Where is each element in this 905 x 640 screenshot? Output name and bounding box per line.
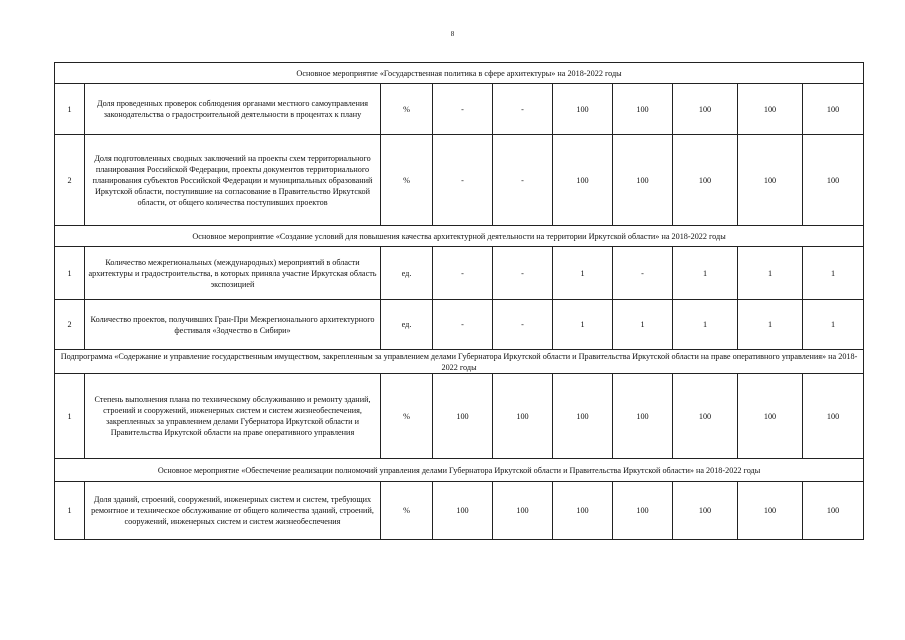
section-heading-row xyxy=(55,63,864,84)
value-cell: 100 xyxy=(803,84,864,135)
value-cell: 100 xyxy=(613,84,673,135)
value-cell: 100 xyxy=(673,482,738,540)
value-cell: - xyxy=(433,300,493,350)
section-heading-row xyxy=(55,459,864,482)
value-cell: 1 xyxy=(673,247,738,300)
value-cell: 100 xyxy=(803,374,864,459)
unit-cell: % xyxy=(381,135,433,226)
value-cell: 1 xyxy=(673,300,738,350)
value-cell: 1 xyxy=(738,300,803,350)
value-cell: - xyxy=(433,135,493,226)
value-cell: 1 xyxy=(803,247,864,300)
section-heading: Основное мероприятие «Создание условий для повышения качества архитектурной деятельности на территории Иркутской области» на 2018-2022 годы xyxy=(55,226,864,247)
value-cell: 100 xyxy=(673,135,738,226)
value-cell: 100 xyxy=(493,374,553,459)
value-cell: 100 xyxy=(613,135,673,226)
section-heading-row xyxy=(55,350,864,374)
table-row xyxy=(55,84,864,135)
row-number: 1 xyxy=(55,482,85,540)
value-cell: 100 xyxy=(738,482,803,540)
section-heading: Основное мероприятие «Государственная политика в сфере архитектуры» на 2018-2022 годы xyxy=(55,63,864,84)
table-row xyxy=(55,374,864,459)
row-number: 1 xyxy=(55,247,85,300)
value-cell: 100 xyxy=(803,482,864,540)
value-cell: 100 xyxy=(553,374,613,459)
unit-cell: % xyxy=(381,482,433,540)
indicator-name: Количество проектов, получивших Гран-При Межрегионального архитектурного фестиваля «Зодчество в Сибири» xyxy=(85,300,381,350)
value-cell: 100 xyxy=(738,84,803,135)
value-cell: - xyxy=(493,247,553,300)
value-cell: - xyxy=(493,84,553,135)
table-row xyxy=(55,135,864,226)
value-cell: - xyxy=(433,247,493,300)
value-cell: 100 xyxy=(553,84,613,135)
value-cell: - xyxy=(433,84,493,135)
value-cell: 100 xyxy=(803,135,864,226)
value-cell: 1 xyxy=(553,247,613,300)
value-cell: 100 xyxy=(553,482,613,540)
value-cell: 100 xyxy=(433,374,493,459)
table-row xyxy=(55,300,864,350)
indicators-table xyxy=(54,62,864,540)
value-cell: 100 xyxy=(738,135,803,226)
value-cell: 100 xyxy=(613,482,673,540)
value-cell: 100 xyxy=(553,135,613,226)
value-cell: 1 xyxy=(738,247,803,300)
row-number: 1 xyxy=(55,84,85,135)
value-cell: 100 xyxy=(673,374,738,459)
row-number: 2 xyxy=(55,135,85,226)
value-cell: 100 xyxy=(493,482,553,540)
value-cell: 100 xyxy=(613,374,673,459)
section-heading: Основное мероприятие «Обеспечение реализации полномочий управления делами Губернатора Иркутской области и Правительства Иркутской области» на 2018-2022 годы xyxy=(55,459,864,482)
table-row xyxy=(55,482,864,540)
indicator-name: Доля зданий, строений, сооружений, инженерных систем и систем, требующих ремонтное и техническое обслуживание от общего количества зданий, строений, сооружений, инженерных систем и систем жизнеобеспечения xyxy=(85,482,381,540)
page-number: 8 xyxy=(450,30,455,38)
indicator-name: Количество межрегиональных (международных) мероприятий в области архитектуры и градостроительства, в которых приняла участие Иркутская область экспозицией xyxy=(85,247,381,300)
unit-cell: % xyxy=(381,374,433,459)
value-cell: 1 xyxy=(803,300,864,350)
value-cell: - xyxy=(493,135,553,226)
unit-cell: ед. xyxy=(381,300,433,350)
value-cell: 100 xyxy=(673,84,738,135)
indicator-name: Доля подготовленных сводных заключений на проекты схем территориального планирования Российской Федерации, проекты документов территориального планирования субъектов Российской Федерации и муниципальных образований Иркутской области, поступившие на согласование в Правительство Иркутской области, от общего количества поступивших проектов xyxy=(85,135,381,226)
row-number: 2 xyxy=(55,300,85,350)
section-heading: Подпрограмма «Содержание и управление государственным имуществом, закрепленным за управлением делами Губернатора Иркутской области и Правительства Иркутской области на праве оперативного управления» на 2018-2022 годы xyxy=(55,350,864,374)
unit-cell: ед. xyxy=(381,247,433,300)
row-number: 1 xyxy=(55,374,85,459)
value-cell: 1 xyxy=(553,300,613,350)
value-cell: - xyxy=(613,247,673,300)
unit-cell: % xyxy=(381,84,433,135)
section-heading-row xyxy=(55,226,864,247)
indicator-name: Степень выполнения плана по техническому обслуживанию и ремонту зданий, строений и сооружений, инженерных систем и систем жизнеобеспечения, закрепленных за управлением делами Губернатора Иркутской области и Правительства Иркутской области на праве оперативного управления xyxy=(85,374,381,459)
table-row xyxy=(55,247,864,300)
value-cell: 1 xyxy=(613,300,673,350)
value-cell: - xyxy=(493,300,553,350)
value-cell: 100 xyxy=(738,374,803,459)
value-cell: 100 xyxy=(433,482,493,540)
indicator-name: Доля проведенных проверок соблюдения органами местного самоуправления законодательства о градостроительной деятельности в процентах к плану xyxy=(85,84,381,135)
